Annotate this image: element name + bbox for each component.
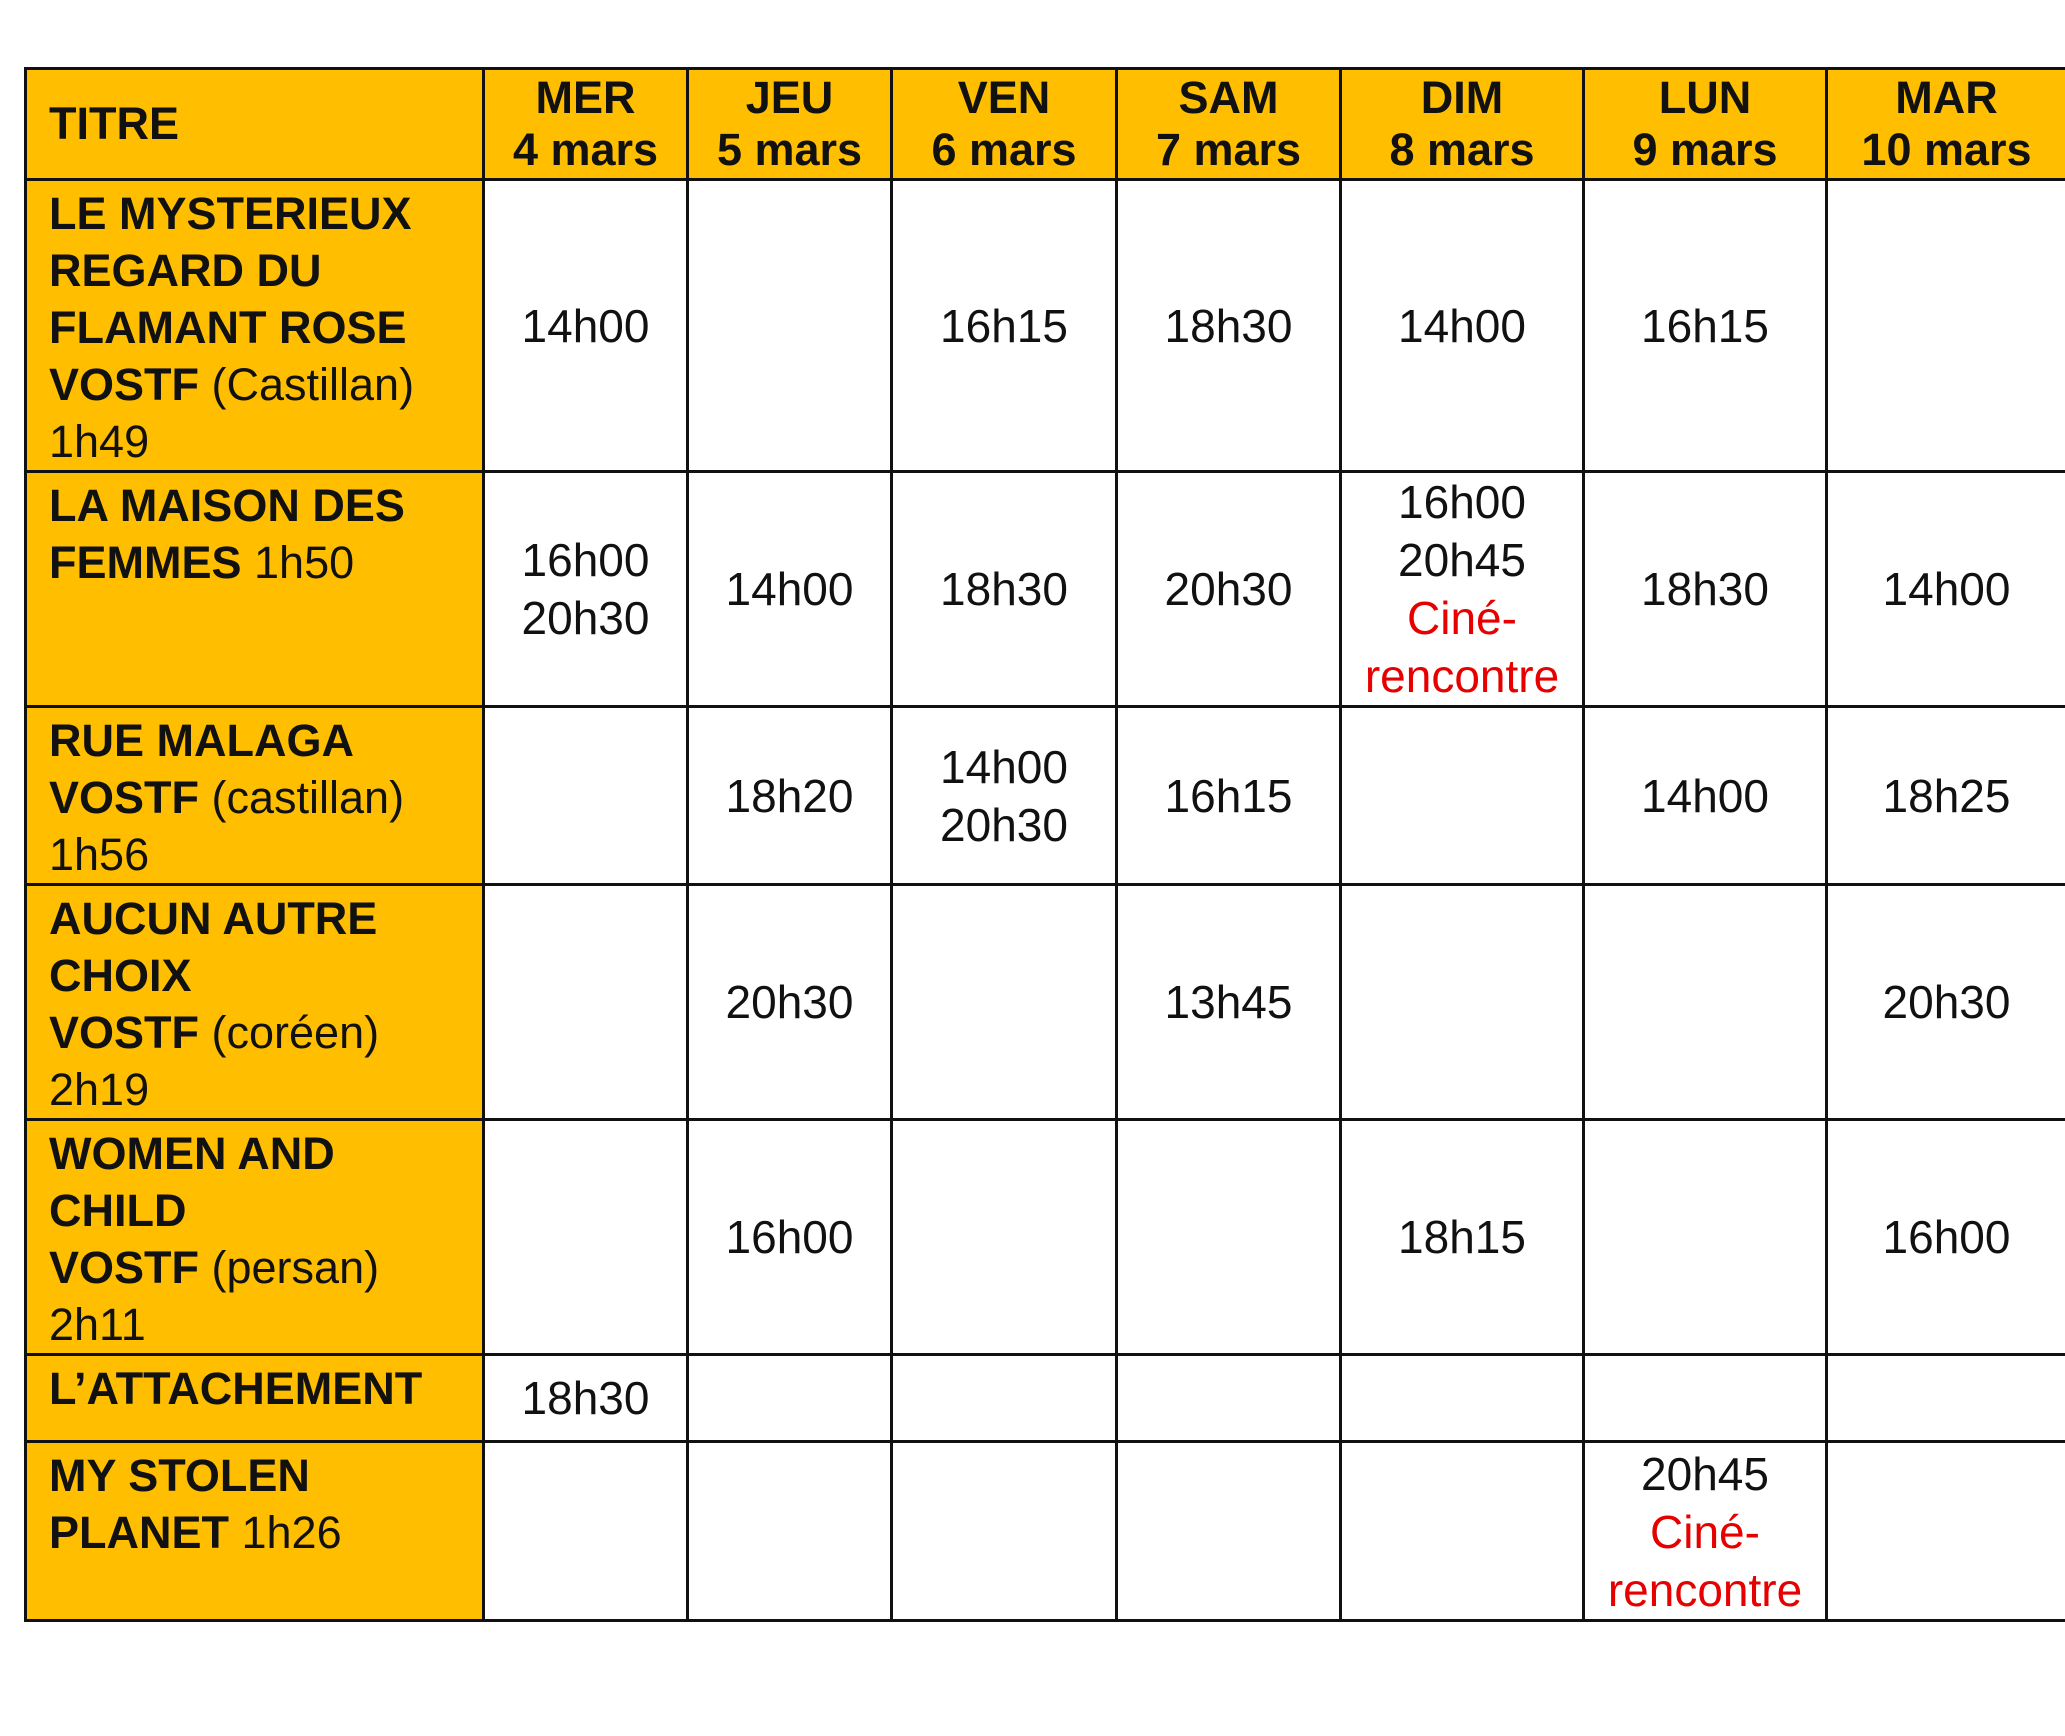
showtime-cell: [688, 180, 892, 472]
film-row: [26, 1442, 2065, 1621]
showtime-cell: [1117, 1355, 1341, 1442]
header-title-cell: [26, 69, 484, 180]
film-title-cell: [26, 1355, 484, 1442]
showtime: 16h15: [1641, 299, 1769, 352]
showtime-cell: [484, 1120, 688, 1355]
header-date: 7 mars: [1155, 124, 1302, 175]
showtime-cell: [1584, 1355, 1827, 1442]
film-title-bold: PLANET: [49, 1507, 229, 1558]
showtime-cell: [484, 472, 688, 707]
film-title-cell: [26, 707, 484, 885]
header-date: 4 mars: [512, 124, 659, 175]
showtime: 14h00: [1398, 299, 1526, 352]
showtime-cell: [484, 1355, 688, 1442]
showtime: 16h00: [521, 534, 650, 586]
film-row: [26, 1120, 2065, 1355]
showtime: 20h30: [940, 798, 1068, 851]
film-title-bold: VOSTF: [49, 1242, 200, 1293]
showtime: 16h00: [1398, 476, 1526, 528]
film-title-line: [49, 477, 474, 534]
film-title-cell: [26, 885, 484, 1120]
film-title-bold: LE MYSTERIEUX: [49, 188, 412, 239]
film-title-line: [49, 826, 474, 883]
film-title-bold: VOSTF: [49, 772, 200, 823]
showtime: 16h00: [1882, 1211, 2011, 1263]
header-title: TITRE: [49, 98, 179, 149]
showtime-cell: [484, 180, 688, 472]
showtime-cell: [1584, 885, 1827, 1120]
showtime-cell: [688, 1442, 892, 1621]
showtime: 20h30: [521, 592, 650, 644]
showtime-cell: [1341, 1442, 1584, 1621]
event-label: Ciné-: [1407, 592, 1517, 644]
showtime-cell: [1584, 707, 1827, 885]
showtime-cell: [1827, 1442, 2065, 1621]
film-title-bold: REGARD DU: [49, 245, 322, 296]
showtime-cell: [1584, 472, 1827, 707]
film-title-cell: [26, 472, 484, 707]
showtime-cell: [892, 1442, 1117, 1621]
showtime-cell: [1117, 1120, 1341, 1355]
film-title-line: [49, 712, 474, 769]
film-title-line: [49, 890, 474, 947]
showtime-cell: [1341, 1355, 1584, 1442]
film-title-line: [49, 1504, 474, 1561]
showtime: 20h30: [1164, 563, 1293, 615]
showtime: 16h15: [940, 299, 1068, 352]
film-title-cell: [26, 1120, 484, 1355]
film-title-line: [49, 185, 474, 242]
showtime: 16h00: [725, 1211, 854, 1263]
showtime-cell: [892, 885, 1117, 1120]
header-day: JEU: [745, 72, 834, 123]
header-day: SAM: [1178, 72, 1279, 123]
film-row: [26, 707, 2065, 885]
header-day-cell: [1341, 69, 1584, 180]
film-row: [26, 885, 2065, 1120]
header-date: 5 mars: [716, 124, 863, 175]
showtime-cell: [1341, 885, 1584, 1120]
showtime-cell: [1341, 472, 1584, 707]
showtime: 20h45: [1398, 534, 1526, 586]
film-title-bold: AUCUN AUTRE: [49, 893, 378, 944]
header-day: LUN: [1658, 72, 1752, 123]
film-title-line: [49, 534, 474, 591]
film-title-detail: 2h11: [49, 1299, 146, 1350]
showtime: 14h00: [1641, 769, 1769, 822]
film-title-line: [49, 1296, 474, 1353]
showtime: 18h20: [725, 769, 854, 822]
film-title-line: [49, 1125, 474, 1182]
film-title-line: [49, 1447, 474, 1504]
showtime-cell: [1584, 180, 1827, 472]
film-title-bold: FLAMANT ROSE: [49, 302, 407, 353]
film-title-bold: LA MAISON DES: [49, 480, 405, 531]
schedule-table: [24, 67, 2065, 1622]
film-title-line: [49, 299, 474, 356]
showtime-cell: [1341, 707, 1584, 885]
film-title-line: [49, 413, 474, 470]
showtime-cell: [688, 885, 892, 1120]
showtime-cell: [1341, 1120, 1584, 1355]
header-date: 9 mars: [1632, 124, 1778, 175]
showtime-cell: [1827, 885, 2065, 1120]
showtime: 20h30: [1882, 976, 2011, 1028]
showtime: 14h00: [940, 740, 1068, 793]
showtime-cell: [1117, 180, 1341, 472]
header-row: [26, 69, 2065, 180]
film-title-bold: WOMEN AND: [49, 1128, 335, 1179]
showtime: 18h30: [521, 1372, 650, 1424]
showtime-cell: [1827, 1355, 2065, 1442]
header-day: MAR: [1895, 72, 1998, 123]
film-title-bold: CHOIX: [49, 950, 192, 1001]
film-title-cell: [26, 1442, 484, 1621]
showtime: 20h30: [725, 976, 854, 1028]
film-title-line: [49, 1360, 474, 1417]
header-day-cell: [1827, 69, 2065, 180]
showtime-cell: [688, 707, 892, 885]
film-title-detail: 2h19: [49, 1064, 150, 1115]
film-row: [26, 180, 2065, 472]
showtime-cell: [1827, 180, 2065, 472]
header-date: 8 mars: [1389, 124, 1535, 175]
event-label: rencontre: [1607, 1564, 1803, 1616]
showtime-cell: [1584, 1120, 1827, 1355]
showtime-cell: [688, 1120, 892, 1355]
event-label: rencontre: [1364, 650, 1560, 702]
film-row: [26, 472, 2065, 707]
header-date: 6 mars: [931, 124, 1077, 175]
showtime: 13h45: [1164, 976, 1293, 1028]
header-day: DIM: [1420, 72, 1504, 123]
film-title-cell: [26, 180, 484, 472]
film-title-line: [49, 947, 474, 1004]
header-date: 10 mars: [1861, 124, 2032, 175]
film-title-line: [49, 1182, 474, 1239]
showtime: 14h00: [521, 299, 650, 352]
header-day-cell: [892, 69, 1117, 180]
film-title-detail: 1h56: [49, 829, 150, 880]
header-day: MER: [535, 72, 636, 123]
header-day-cell: [1584, 69, 1827, 180]
film-title-bold: VOSTF: [49, 359, 200, 410]
showtime: 16h15: [1164, 769, 1293, 822]
film-title-line: [49, 1061, 474, 1118]
film-title-detail: (Castillan): [199, 359, 415, 410]
showtime: 18h30: [940, 563, 1068, 615]
showtime-cell: [688, 1355, 892, 1442]
film-title-bold: L’ATTACHEMENT: [49, 1363, 423, 1414]
film-title-line: [49, 356, 474, 413]
film-title-line: [49, 1239, 474, 1296]
showtime: 14h00: [1882, 563, 2011, 615]
film-title-detail: 1h49: [49, 416, 150, 467]
film-title-detail: 1h50: [241, 537, 355, 588]
showtime-cell: [1341, 180, 1584, 472]
header-day-cell: [484, 69, 688, 180]
film-title-line: [49, 1004, 474, 1061]
header-day: VEN: [957, 72, 1051, 123]
film-title-bold: MY STOLEN: [49, 1450, 310, 1501]
film-title-detail: (coréen): [199, 1007, 380, 1058]
film-title-bold: CHILD: [49, 1185, 187, 1236]
showtime-cell: [892, 707, 1117, 885]
showtime-cell: [484, 885, 688, 1120]
showtime-cell: [484, 707, 688, 885]
showtime-cell: [1117, 707, 1341, 885]
showtime-cell: [1584, 1442, 1827, 1621]
showtime-cell: [1827, 707, 2065, 885]
showtime-cell: [892, 1355, 1117, 1442]
showtime-cell: [892, 472, 1117, 707]
showtime-cell: [892, 180, 1117, 472]
film-title-line: [49, 242, 474, 299]
film-title-detail: (castillan): [199, 772, 405, 823]
film-title-line: [49, 769, 474, 826]
film-title-bold: RUE MALAGA: [49, 715, 354, 766]
film-title-bold: FEMMES: [49, 537, 242, 588]
showtime: 18h25: [1882, 769, 2011, 822]
showtime-cell: [1117, 472, 1341, 707]
showtime-cell: [1827, 1120, 2065, 1355]
showtime: 20h45: [1641, 1448, 1769, 1500]
showtime: 14h00: [725, 563, 854, 615]
showtime: 18h15: [1398, 1211, 1526, 1263]
showtime-cell: [892, 1120, 1117, 1355]
film-title-detail: 1h26: [229, 1507, 342, 1558]
schedule-body: [26, 180, 2065, 1621]
film-title-bold: VOSTF: [49, 1007, 200, 1058]
showtime-cell: [688, 472, 892, 707]
header-day-cell: [688, 69, 892, 180]
showtime-cell: [1117, 885, 1341, 1120]
showtime: 18h30: [1641, 563, 1769, 615]
showtime-cell: [484, 1442, 688, 1621]
showtime-cell: [1117, 1442, 1341, 1621]
film-title-detail: (persan): [199, 1242, 380, 1293]
film-row: [26, 1355, 2065, 1442]
event-label: Ciné-: [1650, 1506, 1760, 1558]
header-day-cell: [1117, 69, 1341, 180]
showtime: 18h30: [1164, 299, 1293, 352]
showtime-cell: [1827, 472, 2065, 707]
